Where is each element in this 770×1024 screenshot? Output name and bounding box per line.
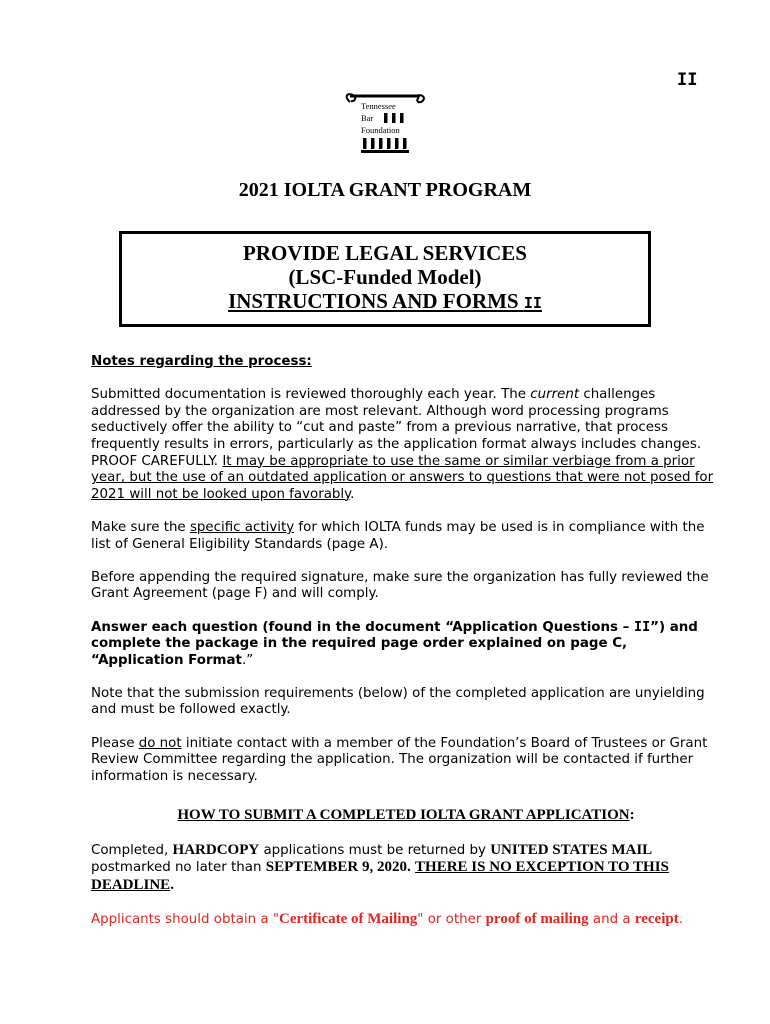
notes-heading: Notes regarding the process:	[91, 354, 312, 369]
document-body	[91, 354, 721, 945]
column-base	[361, 150, 409, 153]
submit-heading: HOW TO SUBMIT A COMPLETED IOLTA GRANT APPLICATION:	[177, 807, 635, 824]
page-mark: II	[677, 70, 698, 90]
foundation-logo	[344, 93, 428, 155]
notes-paragraph-2: Make sure the specific activity for which IOLTA funds may be used is in compliance with the list of General Eligibility Standards (page A).	[91, 519, 705, 552]
title-line-1: PROVIDE LEGAL SERVICES	[242, 241, 527, 265]
title-box	[119, 231, 651, 327]
logo-line-tennessee: Tennessee	[361, 101, 396, 111]
column-capital-bar	[350, 95, 420, 98]
notes-paragraph-6: Please do not initiate contact with a member of the Foundation’s Board of Trustees or Grant Review Committee regarding the application. The organization will be contacted if further information is necessary.	[91, 735, 708, 784]
notes-paragraph-1: Submitted documentation is reviewed thoroughly each year. The current challenges addressed by the organization are most relevant. Although word processing programs seductively offer the ability to “cut and paste” from a previous narrative, that process frequently results in errors, particularly as the application format always includes changes. PROOF CAREFULLY. It may be appropriate to use the same or similar verbiage from a prior year, but the use of an outdated application or answers to questions that were not posed for 2021 will not be looked upon favorably.	[91, 387, 714, 502]
logo-line-foundation: Foundation	[361, 125, 400, 135]
submit-paragraph-1: Completed, HARDCOPY applications must be returned by UNITED STATES MAIL postmarked no later than SEPTEMBER 9, 2020. THERE IS NO EXCEPTION TO THIS DEADLINE.	[91, 841, 669, 893]
title-line-2: (LSC-Funded Model)	[288, 265, 482, 289]
program-title: 2021 IOLTA GRANT PROGRAM	[238, 179, 532, 201]
logo-line-bar: Bar	[361, 113, 374, 123]
notes-paragraph-4: Answer each question (found in the document “Application Questions – II”) and complete the package in the required page order explained on page C, “Application Format.”	[91, 619, 698, 668]
title-line-3: INSTRUCTIONS AND FORMS II	[228, 289, 542, 313]
notes-paragraph-5: Note that the submission requirements (below) of the completed application are unyielding and must be followed exactly.	[91, 685, 705, 718]
submit-paragraph-2: Applicants should obtain a "Certificate of Mailing" or other proof of mailing and a receipt.	[91, 911, 683, 927]
title-form-mark: II	[523, 294, 542, 312]
notes-paragraph-3: Before appending the required signature, make sure the organization has fully reviewed the Grant Agreement (page F) and will comply.	[91, 569, 709, 602]
